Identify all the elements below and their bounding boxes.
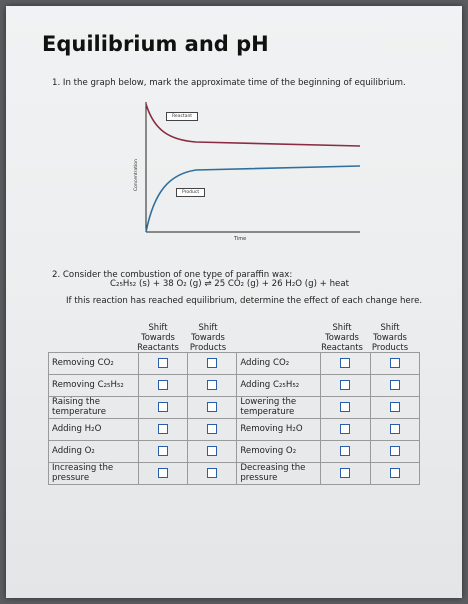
left-shift-products-cell bbox=[187, 397, 236, 419]
question-2-text: 2. Consider the combustion of one type of paraffin wax: bbox=[52, 270, 293, 280]
question-1-text: 1. In the graph below, mark the approximate time of the beginning of equilibrium. bbox=[52, 78, 406, 88]
left-shift-reactants-checkbox[interactable] bbox=[158, 424, 168, 434]
left-shift-reactants-checkbox[interactable] bbox=[158, 468, 168, 478]
right-shift-reactants-checkbox[interactable] bbox=[340, 380, 350, 390]
right-shift-reactants-checkbox[interactable] bbox=[340, 424, 350, 434]
right-shift-reactants-cell bbox=[321, 441, 370, 463]
table-row bbox=[49, 419, 420, 441]
right-shift-products-cell bbox=[370, 397, 419, 419]
left-shift-reactants-cell bbox=[138, 353, 187, 375]
right-change-label: Removing H₂O bbox=[237, 419, 321, 441]
right-shift-reactants-cell bbox=[321, 353, 370, 375]
left-shift-reactants-cell bbox=[138, 441, 187, 463]
left-shift-products-checkbox[interactable] bbox=[207, 358, 217, 368]
right-shift-products-checkbox[interactable] bbox=[390, 468, 400, 478]
left-change-label: Adding O₂ bbox=[49, 441, 139, 463]
left-shift-reactants-checkbox[interactable] bbox=[158, 446, 168, 456]
left-shift-reactants-checkbox[interactable] bbox=[158, 358, 168, 368]
table-row bbox=[49, 441, 420, 463]
table-row bbox=[49, 397, 420, 419]
equilibrium-shift-table bbox=[48, 352, 420, 485]
header-left-shift-reactants: Shift Towards Reactants bbox=[137, 322, 179, 352]
left-change-label: Adding H₂O bbox=[49, 419, 139, 441]
right-shift-products-cell bbox=[370, 375, 419, 397]
right-shift-reactants-cell bbox=[321, 375, 370, 397]
right-change-label: Lowering the temperature bbox=[237, 397, 321, 419]
table-row bbox=[49, 375, 420, 397]
header-left-shift-products: Shift Towards Products bbox=[189, 322, 227, 352]
graph-svg bbox=[124, 96, 364, 248]
right-shift-products-cell bbox=[370, 353, 419, 375]
right-shift-products-checkbox[interactable] bbox=[390, 358, 400, 368]
combustion-equation: C₂₅H₅₂ (s) + 38 O₂ (g) ⇌ 25 CO₂ (g) + 26 H₂O (g) + heat bbox=[110, 279, 349, 289]
left-shift-products-cell bbox=[187, 441, 236, 463]
right-shift-reactants-checkbox[interactable] bbox=[340, 446, 350, 456]
concentration-time-graph[interactable] bbox=[124, 96, 364, 248]
x-axis-label: Time bbox=[234, 236, 247, 242]
left-shift-products-cell bbox=[187, 419, 236, 441]
right-shift-reactants-checkbox[interactable] bbox=[340, 402, 350, 412]
left-shift-reactants-cell bbox=[138, 397, 187, 419]
left-shift-products-checkbox[interactable] bbox=[207, 380, 217, 390]
table-row bbox=[49, 353, 420, 375]
left-change-label: Removing C₂₅H₅₂ bbox=[49, 375, 139, 397]
right-change-label: Removing O₂ bbox=[237, 441, 321, 463]
right-shift-products-cell bbox=[370, 419, 419, 441]
question-2-instruction: If this reaction has reached equilibrium, determine the effect of each change here. bbox=[66, 296, 423, 306]
left-shift-products-checkbox[interactable] bbox=[207, 446, 217, 456]
right-shift-reactants-cell bbox=[321, 397, 370, 419]
product-label: Product bbox=[176, 188, 205, 197]
left-shift-reactants-checkbox[interactable] bbox=[158, 402, 168, 412]
right-shift-reactants-cell bbox=[321, 419, 370, 441]
right-shift-reactants-checkbox[interactable] bbox=[340, 358, 350, 368]
right-shift-products-cell bbox=[370, 441, 419, 463]
header-right-shift-products: Shift Towards Products bbox=[371, 322, 409, 352]
right-shift-products-cell bbox=[370, 463, 419, 485]
table-row bbox=[49, 463, 420, 485]
left-change-label: Increasing the pressure bbox=[49, 463, 139, 485]
left-shift-reactants-cell bbox=[138, 375, 187, 397]
left-shift-products-checkbox[interactable] bbox=[207, 468, 217, 478]
left-shift-reactants-cell bbox=[138, 419, 187, 441]
left-shift-reactants-cell bbox=[138, 463, 187, 485]
page-title: Equilibrium and pH bbox=[42, 32, 269, 56]
product-curve bbox=[146, 166, 360, 232]
right-shift-products-checkbox[interactable] bbox=[390, 380, 400, 390]
left-shift-products-checkbox[interactable] bbox=[207, 424, 217, 434]
y-axis-label: Concentration bbox=[134, 159, 139, 191]
reactant-curve bbox=[146, 104, 360, 146]
left-shift-reactants-checkbox[interactable] bbox=[158, 380, 168, 390]
right-change-label: Adding C₂₅H₅₂ bbox=[237, 375, 321, 397]
worksheet-page bbox=[6, 6, 462, 598]
reactant-label: Reactant bbox=[166, 112, 198, 121]
right-shift-reactants-cell bbox=[321, 463, 370, 485]
right-shift-reactants-checkbox[interactable] bbox=[340, 468, 350, 478]
left-shift-products-cell bbox=[187, 375, 236, 397]
left-change-label: Raising the temperature bbox=[49, 397, 139, 419]
right-change-label: Decreasing the pressure bbox=[237, 463, 321, 485]
left-shift-products-cell bbox=[187, 463, 236, 485]
right-shift-products-checkbox[interactable] bbox=[390, 446, 400, 456]
left-change-label: Removing CO₂ bbox=[49, 353, 139, 375]
right-shift-products-checkbox[interactable] bbox=[390, 424, 400, 434]
right-change-label: Adding CO₂ bbox=[237, 353, 321, 375]
right-shift-products-checkbox[interactable] bbox=[390, 402, 400, 412]
left-shift-products-cell bbox=[187, 353, 236, 375]
header-right-shift-reactants: Shift Towards Reactants bbox=[321, 322, 363, 352]
left-shift-products-checkbox[interactable] bbox=[207, 402, 217, 412]
